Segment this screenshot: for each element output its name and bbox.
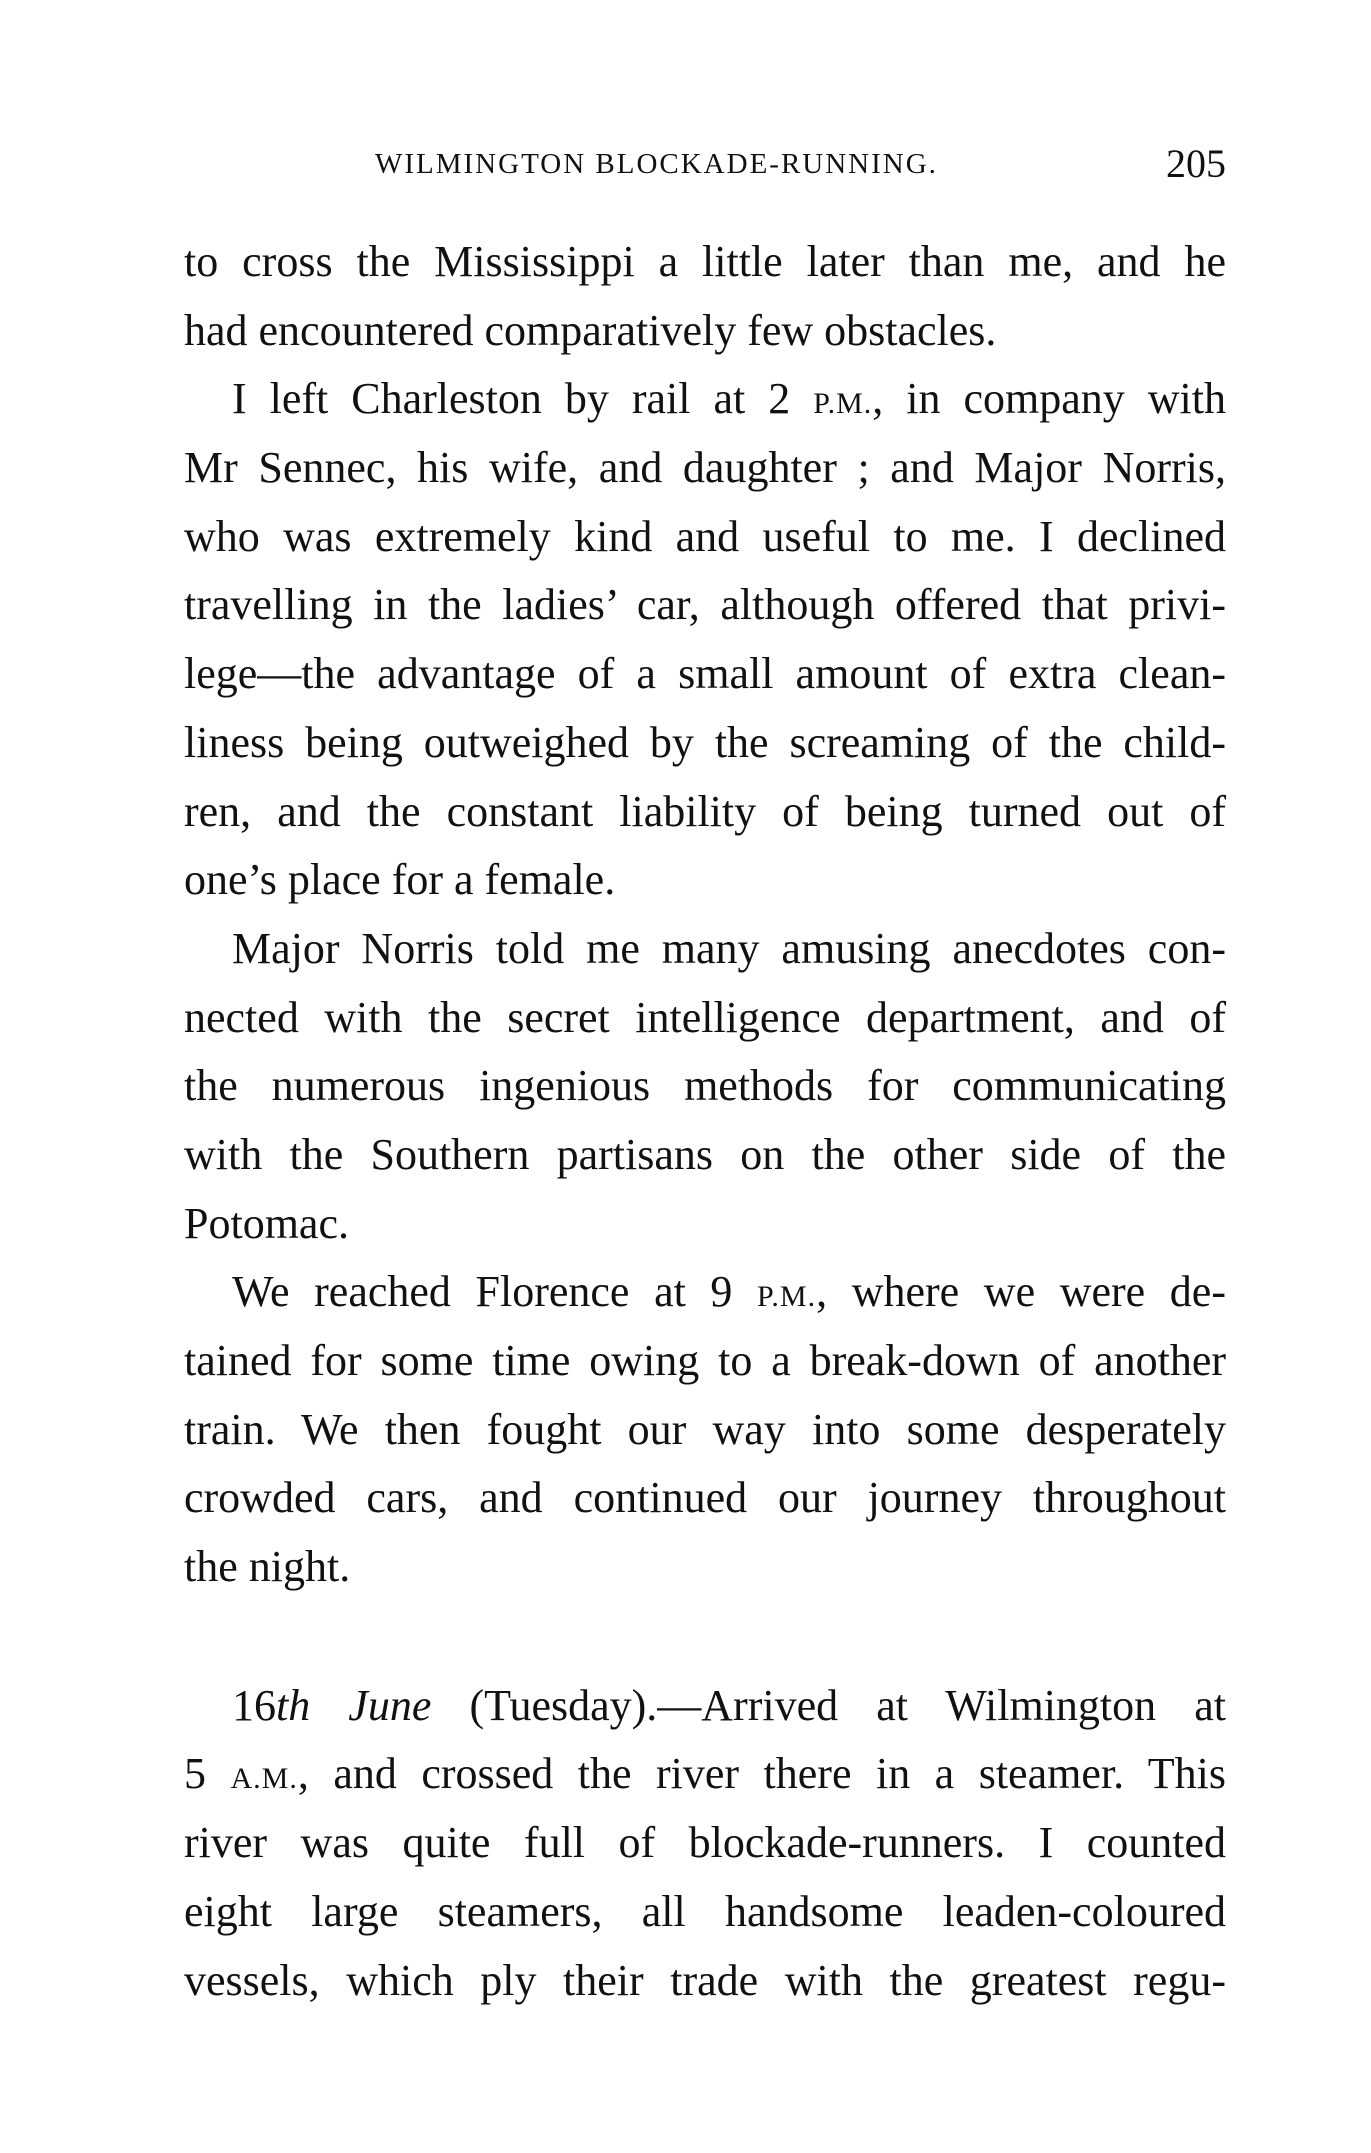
- paragraph-3: [184, 915, 1226, 1258]
- text-line: crowded cars, and continued our journey throughout: [184, 1473, 1226, 1523]
- running-title: WILMINGTON BLOCKADE-RUNNING.: [375, 148, 938, 180]
- text-line: Potomac.: [184, 1198, 349, 1248]
- paragraph-1: [184, 228, 1226, 365]
- paragraph-5: [184, 1672, 1226, 2015]
- text-line: We reached Florence at 9 P.M., where we were de-: [232, 1267, 1226, 1317]
- text-line: river was quite full of blockade-runners. I counted: [184, 1818, 1226, 1868]
- text-line: eight large steamers, all handsome leaden-coloured: [184, 1886, 1226, 1936]
- page-number: 205: [1166, 141, 1226, 186]
- text-line: tained for some time owing to a break-down of another: [184, 1336, 1226, 1385]
- text-line: ren, and the constant liability of being turned out of: [184, 786, 1226, 836]
- text-line: train. We then fought our way into some desperately: [184, 1404, 1226, 1454]
- text-line: liness being outweighed by the screaming of the child-: [184, 717, 1226, 767]
- text-line: travelling in the ladies’ car, although offered that privi-: [184, 580, 1226, 630]
- text-line: I left Charleston by rail at 2 P.M., in company with: [232, 374, 1226, 424]
- paragraph-4: [184, 1258, 1226, 1601]
- section-gap: [184, 1602, 1226, 1672]
- text-line: nected with the secret intelligence department, and of: [184, 992, 1226, 1042]
- text-line: who was extremely kind and useful to me. I declined: [184, 511, 1226, 561]
- paragraph-2: [184, 365, 1226, 915]
- text-line: lege—the advantage of a small amount of extra clean-: [184, 649, 1226, 699]
- text-line: 16th June (Tuesday).—Arrived at Wilmington at: [232, 1680, 1226, 1730]
- running-head: [184, 140, 1226, 190]
- text-line: vessels, which ply their trade with the greatest regu-: [184, 1955, 1226, 2005]
- body-text: [184, 228, 1226, 2015]
- text-line: the night.: [184, 1542, 351, 1592]
- text-line: Major Norris told me many amusing anecdotes con-: [232, 923, 1226, 973]
- text-line: with the Southern partisans on the other side of the: [184, 1129, 1226, 1179]
- text-line: Mr Sennec, his wife, and daughter ; and Major Norris,: [184, 443, 1226, 493]
- text-line: the numerous ingenious methods for communicating: [184, 1061, 1226, 1111]
- text-line: 5 A.M., and crossed the river there in a steamer. This: [184, 1749, 1226, 1799]
- text-line: one’s place for a female.: [184, 855, 616, 905]
- text-line: to cross the Mississippi a little later than me, and he: [184, 237, 1226, 286]
- text-line: had encountered comparatively few obstacles.: [184, 305, 997, 355]
